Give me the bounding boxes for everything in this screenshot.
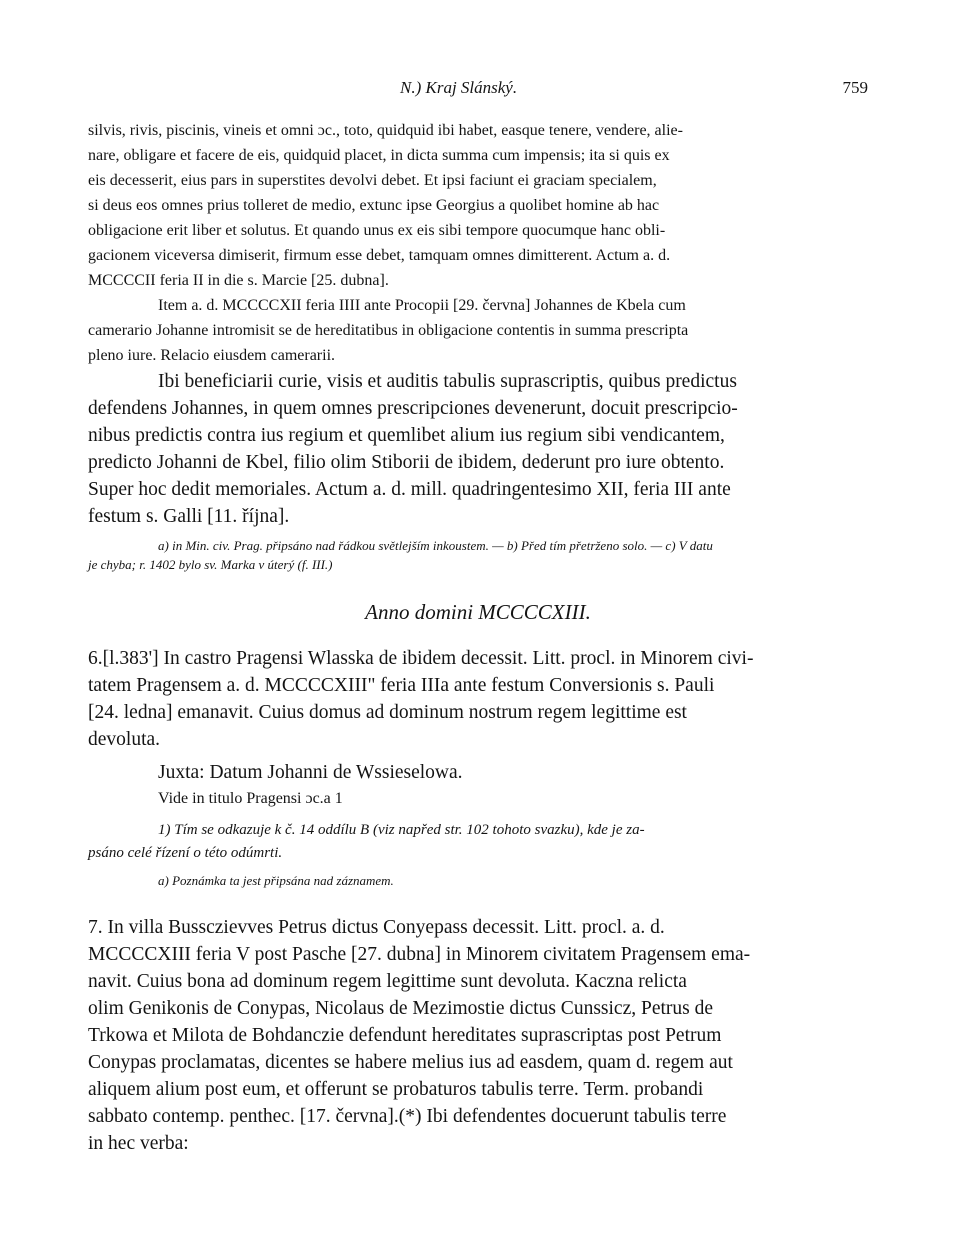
footnote-line: a) Poznámka ta jest připsána nad záznamem.	[158, 873, 394, 888]
text-line: Super hoc dedit memoriales. Actum a. d. mill. quadringentesimo XII, feria III ante	[88, 479, 731, 500]
text-line: in hec verba:	[88, 1133, 189, 1154]
text-line: obligacione erit liber et solutus. Et quando unus ex eis sibi tempore quocumque hanc obli-	[88, 222, 666, 239]
footnotes-2	[88, 819, 868, 892]
text-line: [24. ledna] emanavit. Cuius domus ad dominum nostrum regem legittime est	[88, 702, 687, 723]
text-line: 6.[l.383'] In castro Pragensi Wlasska de ibidem decessit. Litt. procl. in Minorem civi-	[88, 648, 754, 669]
text-line: nare, obligare et facere de eis, quidquid placet, in dicta summa cum impensis; ita si quis ex	[88, 147, 670, 164]
text-line: nibus predictis contra ius regium et quemlibet alium ius regium sibi vendicantem,	[88, 425, 725, 446]
text-line: MCCCCII feria II in die s. Marcie [25. dubna].	[88, 272, 389, 289]
footnote-line: je chyba; r. 1402 bylo sv. Marka v úterý (f. III.)	[88, 557, 333, 572]
text-line: Item a. d. MCCCCXII feria IIII ante Procopii [29. června] Johannes de Kbela cum	[158, 297, 686, 314]
text-line: defendens Johannes, in quem omnes prescripciones devenerunt, docuit prescripcio-	[88, 398, 738, 419]
text-line: navit. Cuius bona ad dominum regem legittime sunt devoluta. Kaczna relicta	[88, 971, 687, 992]
running-header	[88, 78, 868, 118]
section-heading: Anno domini MCCCCXIII.	[365, 600, 591, 624]
document-page	[88, 78, 868, 1157]
text-line: MCCCCXIII feria V post Pasche [27. dubna] in Minorem civitatem Pragensem ema-	[88, 944, 751, 965]
page-number: 759	[842, 78, 868, 97]
text-line: si deus eos omnes prius tolleret de medio, extunc ipse Georgius a quolibet homine ab hac	[88, 197, 660, 214]
footnote-line: 1) Tím se odkazuje k č. 14 oddílu B (viz napřed str. 102 tohoto svazku), kde je za-	[158, 822, 645, 838]
entry-6	[88, 645, 868, 786]
text-line: camerario Johanne intromisit se de hereditatibus in obligacione contentis in summa prescripta	[88, 322, 689, 339]
header-title: N.) Kraj Slánský.	[400, 78, 518, 97]
text-line: predicto Johanni de Kbel, filio olim Stiborii de ibidem, dederunt pro iure obtento.	[88, 452, 725, 473]
vide-block	[88, 786, 868, 811]
text-line: aliquem alium post eum, et offerunt se probaturos tabulis terre. Term. probandi	[88, 1079, 704, 1100]
text-line: sabbato contemp. penthec. [17. června].(*) Ibi defendentes docuerunt tabulis terre	[88, 1106, 727, 1127]
text-line: Trkowa et Milota de Bohdanczie defendunt hereditates suprascriptas post Petrum	[88, 1025, 722, 1046]
text-line: olim Genikonis de Conypas, Nicolaus de Mezimostie dictus Cunssicz, Petrus de	[88, 998, 713, 1019]
text-line: tatem Pragensem a. d. MCCCCXIII" feria IIIa ante festum Conversionis s. Pauli	[88, 675, 715, 696]
text-line: pleno iure. Relacio eiusdem camerarii.	[88, 347, 336, 364]
text-line: gacionem viceversa dimiserit, firmum esse debet, tamquam omnes dimitterent. Actum a. d.	[88, 247, 671, 264]
juxta-line: Juxta: Datum Johanni de Wssieselowa.	[158, 762, 463, 783]
paragraph-2	[88, 293, 868, 368]
text-line: Ibi beneficiarii curie, visis et auditis tabulis suprascriptis, quibus predictus	[158, 371, 737, 392]
footnote-line: psáno celé řízení o této odúmrti.	[88, 845, 283, 861]
footnotes-1	[88, 536, 868, 574]
paragraph-1	[88, 118, 868, 293]
text-line: festum s. Galli [11. října].	[88, 506, 290, 527]
text-line: Conypas proclamatas, dicentes se habere melius ius ad easdem, quam d. regem aut	[88, 1052, 733, 1073]
paragraph-3	[88, 368, 868, 530]
vide-line: Vide in titulo Pragensi ɔc.a 1	[158, 790, 343, 807]
text-line: devoluta.	[88, 729, 161, 750]
footnote-line: a) in Min. civ. Prag. připsáno nad řádkou světlejším inkoustem. — b) Před tím přetrženo solo. — c) V datu	[158, 538, 713, 553]
text-line: silvis, rivis, piscinis, vineis et omni ɔc., toto, quidquid ibi habet, easque tenere, vendere, alie-	[88, 122, 683, 139]
entry-7	[88, 914, 868, 1157]
text-line: 7. In villa Bussczievves Petrus dictus Conyepass decessit. Litt. procl. a. d.	[88, 917, 665, 938]
text-line: eis decesserit, eius pars in superstites devolvi debet. Et ipsi faciunt ei graciam specialem,	[88, 172, 657, 189]
